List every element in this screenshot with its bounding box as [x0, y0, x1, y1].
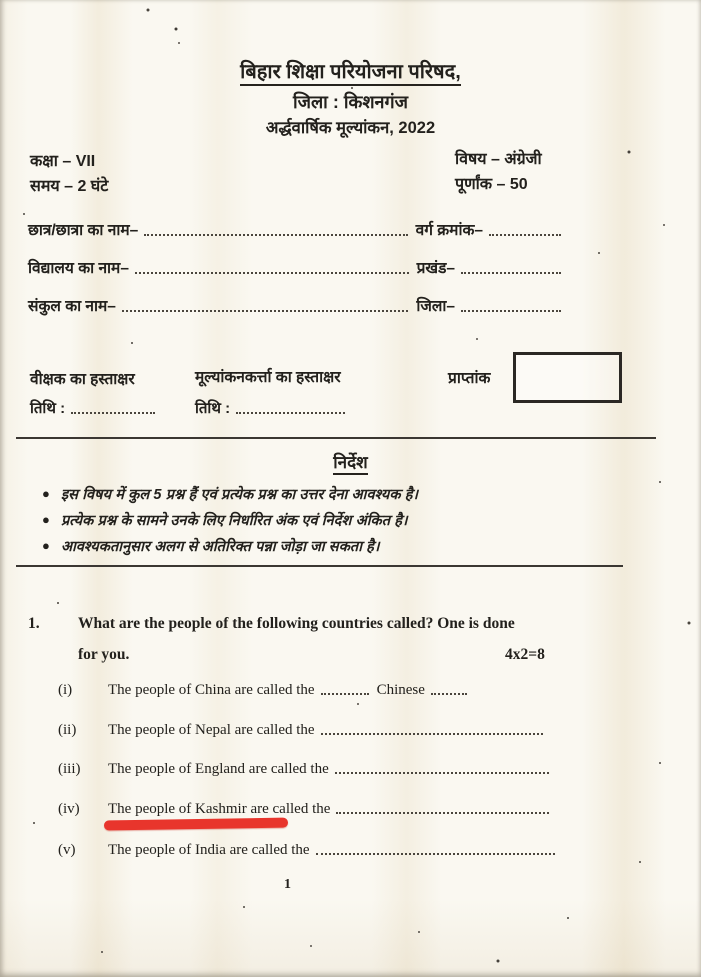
instructions-bottom-rule — [16, 565, 623, 567]
question-item-iv — [58, 801, 549, 818]
item-v-blank — [316, 850, 555, 855]
bullet-icon: ● — [42, 512, 50, 527]
question-item-i — [58, 682, 467, 699]
item-iii-number: (iii) — [58, 761, 81, 777]
item-i-answer: Chinese — [376, 682, 425, 698]
student-name-row — [28, 218, 561, 240]
item-i-number: (i) — [58, 682, 73, 698]
student-name-blank — [144, 231, 407, 236]
question-item-ii — [58, 722, 543, 739]
item-iv-text: The people of Kashmir are called the — [108, 801, 331, 817]
instruction-text-3: आवश्यकतानुसार अलग से अतिरिक्त पन्ना जोड़ा जा सकता है। — [60, 539, 380, 555]
invigilator-date-label: तिथि : — [30, 400, 66, 417]
item-iii-blank — [335, 769, 549, 774]
instruction-item-2 — [42, 510, 661, 530]
question-item-v — [58, 842, 555, 859]
instruction-text-2: प्रत्येक प्रश्न के सामने उनके लिए निर्धारित अंक एवं निर्देश अंकित है। — [60, 513, 408, 529]
class-label: कक्षा – VII — [30, 153, 96, 170]
instruction-text-1: इस विषय में कुल 5 प्रश्न हैं एवं प्रत्येक प्रश्न का उत्तर देना आवश्यक है। — [60, 487, 419, 503]
item-i-text: The people of China are called the — [108, 682, 315, 698]
instructions-top-rule — [16, 437, 656, 439]
question-item-iii — [58, 761, 549, 778]
marks-obtained-box — [513, 352, 622, 403]
subject-label: विषय – अंग्रेजी — [455, 151, 542, 168]
item-iv-number: (iv) — [58, 801, 80, 817]
invigilator-signature-label: वीक्षक का हस्ताक्षर — [30, 371, 135, 388]
question-1-marks: 4x2=8 — [505, 646, 545, 663]
evaluator-date-blank — [236, 409, 345, 414]
school-name-row — [28, 256, 561, 278]
cluster-name-blank — [122, 307, 408, 312]
instruction-item-3 — [42, 536, 661, 556]
header-district-line: जिला : किशनगंज — [292, 92, 409, 112]
item-v-text: The people of India are called the — [108, 842, 310, 858]
instructions-title-text: निर्देश — [333, 453, 367, 475]
cluster-name-row — [28, 294, 561, 316]
full-marks-label: पूर्णांक – 50 — [455, 176, 528, 193]
evaluator-date-label: तिथि : — [195, 400, 231, 417]
evaluator-date-row — [195, 398, 345, 418]
scan-noise-specks — [0, 0, 2, 2]
district-field-blank — [461, 307, 561, 312]
item-ii-blank — [321, 730, 543, 735]
item-i-blank-left — [321, 690, 369, 695]
item-iii-text: The people of England are called the — [108, 761, 329, 777]
question-1-number: 1. — [28, 615, 40, 632]
red-marker-underline — [104, 818, 288, 831]
header-org-title — [0, 57, 701, 84]
evaluator-signature-label: मूल्यांकनकर्त्ता का हस्ताक्षर — [195, 369, 341, 386]
invigilator-date-blank — [71, 409, 155, 414]
marks-obtained-label: प्राप्तांक — [448, 370, 491, 387]
item-v-number: (v) — [58, 842, 76, 858]
page-number: 1 — [284, 877, 291, 892]
item-ii-text: The people of Nepal are called the — [108, 722, 315, 738]
block-label: प्रखंड– — [416, 260, 455, 277]
time-label: समय – 2 घंटे — [30, 178, 109, 195]
instructions-title — [0, 450, 701, 473]
header-exam-line: अर्द्धवार्षिक मूल्यांकन, 2022 — [265, 119, 436, 137]
item-ii-number: (ii) — [58, 722, 77, 738]
question-1-text-line2: for you. — [78, 646, 130, 663]
cluster-name-label: संकुल का नाम– — [28, 298, 116, 315]
roll-number-blank — [489, 231, 561, 236]
student-name-label: छात्र/छात्रा का नाम– — [28, 222, 139, 239]
district-field-label: जिला– — [416, 298, 455, 315]
item-i-blank-right — [431, 690, 467, 695]
roll-number-label: वर्ग क्रमांक– — [415, 222, 483, 239]
school-name-label: विद्यालय का नाम– — [28, 260, 129, 277]
header-org-title-text: बिहार शिक्षा परियोजना परिषद, — [240, 61, 461, 86]
item-iv-blank — [336, 809, 549, 814]
instruction-item-1 — [42, 484, 661, 504]
invigilator-date-row — [30, 398, 155, 418]
block-blank — [461, 269, 561, 274]
question-1-heading — [28, 615, 631, 633]
bullet-icon: ● — [42, 538, 50, 553]
question-1-text-line1: What are the people of the following countries called? One is done — [78, 615, 515, 632]
bullet-icon: ● — [42, 486, 50, 501]
school-name-blank — [135, 269, 409, 274]
